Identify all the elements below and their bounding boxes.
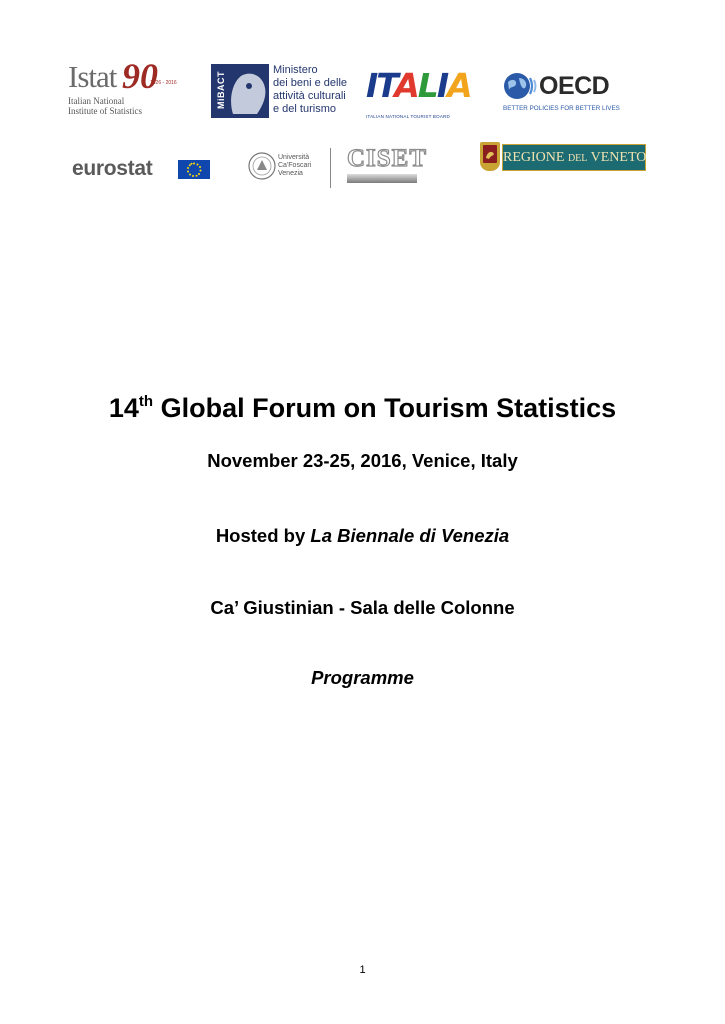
page-number: 1 [359, 964, 366, 976]
mibact-line-3: attività culturali [273, 90, 346, 102]
italia-letter: I [366, 66, 377, 105]
mibact-line-4: e del turismo [273, 103, 336, 115]
oecd-logo-word: OECD [539, 72, 610, 100]
title-ordinal-suffix: th [138, 393, 154, 410]
italia-logo [364, 62, 476, 124]
event-dates: November 23-25, 2016, Venice, Italy [207, 450, 518, 471]
title-number: 14 [108, 393, 139, 423]
cafoscari-line-3: Venezia [278, 170, 303, 177]
ciset-logo-bar [347, 174, 417, 183]
italia-letter: A [394, 66, 418, 105]
italia-letter: A [447, 66, 471, 105]
istat-logo-word: Istat [68, 59, 117, 94]
cafoscari-divider [330, 148, 331, 188]
cafoscari-line-2: Ca'Foscari [278, 162, 312, 169]
italia-letter: T [376, 66, 395, 105]
mibact-vertical-text: MiBACT [216, 71, 226, 109]
cafoscari-logo [248, 146, 348, 190]
mibact-logo [211, 64, 371, 120]
regione-veneto-logo [480, 142, 646, 172]
ciset-logo [347, 145, 428, 186]
oecd-logo-subtitle: BETTER POLICIES FOR BETTER LIVES [503, 105, 620, 112]
hosted-by-prefix: Hosted by [215, 525, 311, 546]
document-title [0, 390, 725, 426]
italia-logo-subtitle: ITALIAN NATIONAL TOURIST BOARD [366, 114, 450, 119]
veneto-crest-icon [480, 142, 500, 171]
eu-flag-icon [178, 160, 210, 179]
mibact-line-1: Ministero [273, 64, 318, 76]
ciset-logo-word: CISET [347, 145, 428, 172]
eurostat-logo [72, 155, 212, 183]
eu-stars-icon [178, 160, 210, 179]
veneto-word-small: DEL [567, 153, 588, 164]
italia-logo-word [366, 66, 471, 106]
eurostat-logo-word: eurostat [72, 157, 153, 180]
istat-logo-subtitle-2: Institute of Statistics [68, 106, 142, 116]
host-name: La Biennale di Venezia [310, 525, 510, 546]
veneto-name-band [502, 144, 646, 171]
istat-logo-anniversary: 90 [122, 56, 158, 96]
oecd-globe-icon [503, 72, 539, 102]
veneto-word-main: REGIONE [503, 150, 565, 165]
istat-logo-years: 1926 - 2016 [150, 80, 177, 86]
cafoscari-line-1: Università [278, 154, 310, 161]
venue: Ca’ Giustinian - Sala delle Colonne [210, 597, 515, 618]
cafoscari-seal-icon [248, 150, 276, 182]
istat-logo [68, 56, 188, 120]
mibact-line-2: dei beni e delle [273, 77, 348, 89]
istat-logo-subtitle-1: Italian National [68, 96, 125, 106]
veneto-lion-icon [480, 142, 500, 171]
oecd-logo [503, 72, 638, 116]
hosted-by [0, 525, 725, 547]
mibact-emblem [211, 64, 269, 118]
veneto-word-end: VENETO [590, 150, 647, 165]
programme-heading: Programme [311, 667, 414, 688]
italia-letter: L [417, 66, 437, 105]
title-text: Global Forum on Tourism Statistics [153, 393, 617, 423]
italia-letter: I [436, 66, 448, 105]
